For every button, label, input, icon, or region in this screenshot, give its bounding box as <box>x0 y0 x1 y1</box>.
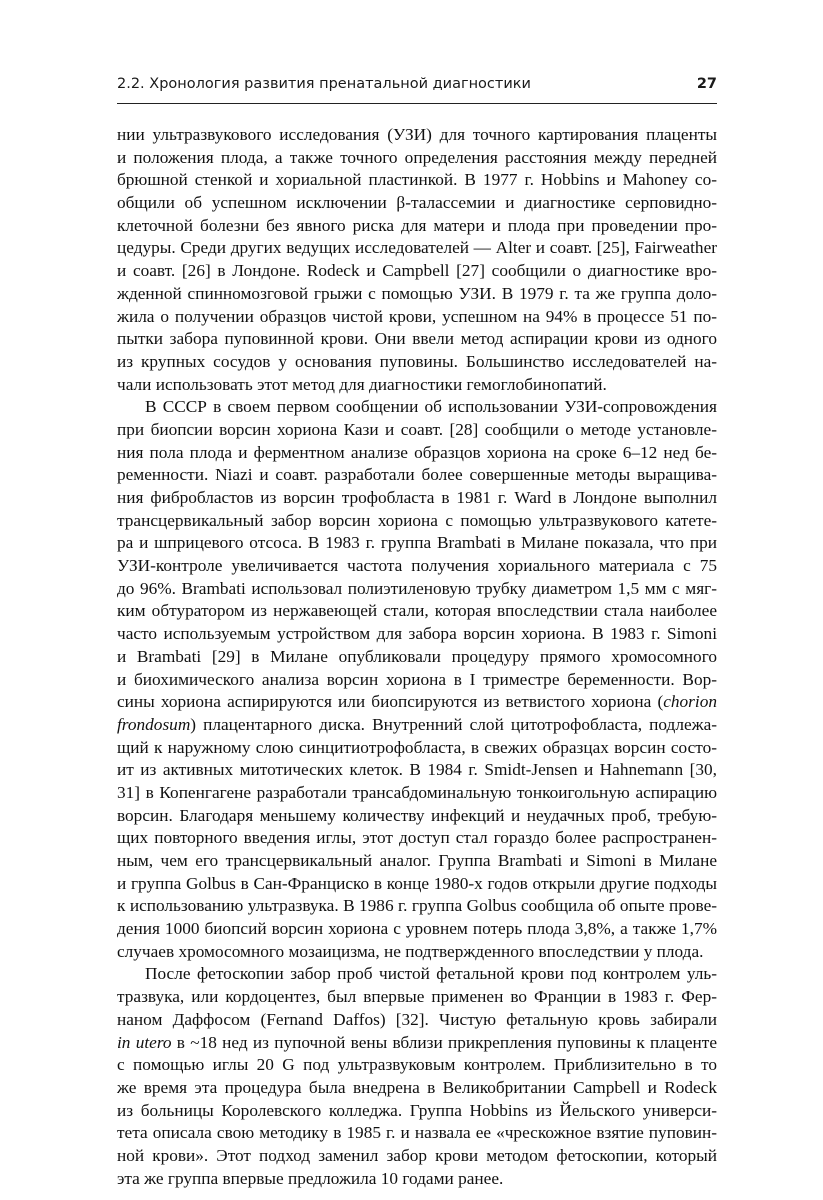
text-line <box>117 737 717 760</box>
text-line <box>117 986 717 1009</box>
text-segment: при биопсии ворсин хориона Кази и соавт. [28] сообщили о методе установле- <box>117 419 717 439</box>
text-segment: к использованию ультразвука. В 1986 г. группа Golbus сообщила об опыте прове- <box>117 896 717 916</box>
body-text <box>117 124 717 1190</box>
text-segment: 31] в Копенгагене разработали трансабдоминальную тонкоигольную аспирацию <box>117 782 717 802</box>
text-segment: клеточной болезни без явного риска для матери и плода при проведении про- <box>117 215 717 235</box>
text-segment: с помощью иглы 20 G под ультразвуковым контролем. Приблизительно в то <box>117 1055 717 1075</box>
text-line <box>117 895 717 918</box>
text-line <box>117 396 717 419</box>
paragraph <box>117 396 717 963</box>
text-line <box>117 963 717 986</box>
text-segment: дения 1000 биопсий ворсин хориона с уровнем потерь плода 3,8%, а также 1,7% <box>117 919 717 939</box>
text-line <box>117 532 717 555</box>
text-line <box>117 1100 717 1123</box>
text-segment: тета описала свою методику в 1985 г. и назвала ее «чрескожное взятие пуповин- <box>117 1123 717 1143</box>
text-segment: трансцервикальный забор ворсин хориона с помощью ультразвукового катете- <box>117 510 717 530</box>
text-segment: ременности. Niazi и соавт. разработали более совершенные методы выращива- <box>117 465 717 485</box>
text-line <box>117 1054 717 1077</box>
text-line <box>117 714 717 737</box>
text-segment: жденной спинномозговой грыжи с помощью УЗИ. В 1979 г. та же группа доло- <box>117 283 717 303</box>
text-segment: брюшной стенкой и хориальной пластинкой. В 1977 г. Hobbins и Mahoney со- <box>117 170 717 190</box>
text-segment: щий к наружному слою синцитиотрофобласта, в свежих образцах ворсин состо- <box>117 737 717 757</box>
text-line <box>117 510 717 533</box>
text-line <box>117 1168 717 1191</box>
text-segment: чали использовать этот метод для диагностики гемоглобинопатий. <box>117 374 607 394</box>
text-segment: сины хориона аспирируются или биопсируются из ветвистого хориона ( <box>117 692 664 712</box>
text-line <box>117 600 717 623</box>
text-segment: и биохимического анализа ворсин хориона в I триместре беременности. Вор- <box>117 669 717 689</box>
text-segment: случаев хромосомного мозаицизма, не подтвержденного впоследствии у плода. <box>117 941 704 961</box>
text-line <box>117 646 717 669</box>
text-segment: и Brambati [29] в Милане опубликовали процедуру прямого хромосомного <box>117 646 717 666</box>
text-segment: и положения плода, а также точного определения расстояния между передней <box>117 147 717 167</box>
text-segment: пытки забора пуповинной крови. Они ввели метод аспирации крови из одного <box>117 329 717 349</box>
text-segment: из больницы Королевского колледжа. Группа Hobbins из Йельского универси- <box>117 1100 717 1120</box>
text-line <box>117 283 717 306</box>
text-line <box>117 215 717 238</box>
text-segment: до 96%. Brambati использовал полиэтиленовую трубку диаметром 1,5 мм с мяг- <box>117 578 717 598</box>
text-segment: В СССР в своем первом сообщении об использовании УЗИ-сопровождения <box>145 397 717 417</box>
running-header <box>117 76 717 98</box>
text-line <box>117 1145 717 1168</box>
text-segment: ным, чем его трансцервикальный аналог. Группа Brambati и Simoni в Милане <box>117 851 717 870</box>
paragraph <box>117 124 717 396</box>
text-line <box>117 306 717 329</box>
text-line <box>117 1032 717 1055</box>
text-line <box>117 782 717 805</box>
text-line <box>117 759 717 782</box>
text-line <box>117 124 717 147</box>
text-line <box>117 850 717 873</box>
text-segment: общили об успешном исключении β-талассемии и диагностике серповидно- <box>117 193 717 213</box>
text-segment: в ~18 нед из пупочной вены вблизи прикрепления пуповины к плаценте <box>171 1032 717 1052</box>
italic-term: frondosum <box>117 714 191 734</box>
text-segment: ния пола плода и ферментном анализе образцов хориона на сроке 6–12 нед бе- <box>117 442 717 462</box>
header-rule <box>117 103 717 104</box>
text-line <box>117 374 717 397</box>
italic-term: chorion <box>663 692 717 712</box>
text-segment: щих повторного введения иглы, этот доступ стал гораздо более распространен- <box>117 828 717 848</box>
text-line <box>117 419 717 442</box>
text-line <box>117 147 717 170</box>
text-segment: ра и шприцевого отсоса. В 1983 г. группа Brambati в Милане показала, что при <box>117 533 717 553</box>
text-line <box>117 351 717 374</box>
text-segment: тразвука, или кордоцентез, был впервые применен во Франции в 1983 г. Фер- <box>117 987 717 1007</box>
text-line <box>117 1122 717 1145</box>
text-segment: же время эта процедура была внедрена в Великобритании Campbell и Rodeck <box>117 1077 717 1097</box>
text-segment: ния фибробластов из ворсин трофобласта в 1981 г. Ward в Лондоне выполнил <box>117 488 717 507</box>
text-segment: и соавт. [26] в Лондоне. Rodeck и Campbell [27] сообщили о диагностике вро- <box>117 261 717 281</box>
text-line <box>117 260 717 283</box>
text-segment: ит из активных митотических клеток. В 1984 г. Smidt-Jensen и Hahnemann [30, <box>117 760 717 780</box>
text-line <box>117 169 717 192</box>
text-line <box>117 873 717 896</box>
text-segment: из крупных сосудов у основания пуповины. Большинство исследователей на- <box>117 351 717 371</box>
text-line <box>117 941 717 964</box>
text-segment: ной крови». Этот подход заменил забор крови методом фетоскопии, который <box>117 1145 717 1165</box>
text-line <box>117 555 717 578</box>
text-line <box>117 669 717 692</box>
page-number: 27 <box>696 76 717 92</box>
header-title: 2.2. Хронология развития пренатальной диагностики <box>117 76 531 92</box>
text-line <box>117 805 717 828</box>
text-segment: часто используемым устройством для забора ворсин хориона. В 1983 г. Simoni <box>117 624 717 644</box>
text-segment: УЗИ-контроле увеличивается частота получения хориального материала с 75 <box>117 556 717 576</box>
text-line <box>117 464 717 487</box>
paragraph <box>117 963 717 1190</box>
text-segment: жила о получении образцов чистой крови, успешном на 94% в процессе 51 по- <box>117 306 717 326</box>
text-segment: эта же группа впервые предложила 10 годами ранее. <box>117 1168 504 1188</box>
text-line <box>117 623 717 646</box>
text-line <box>117 578 717 601</box>
text-segment: ким обтуратором из нержавеющей стали, которая впоследствии стала наиболее <box>117 601 717 621</box>
text-segment: ворсин. Благодаря меньшему количеству инфекций и неудачных проб, требую- <box>117 805 717 825</box>
text-line <box>117 487 717 510</box>
text-line <box>117 1077 717 1100</box>
text-line <box>117 691 717 714</box>
text-line <box>117 827 717 850</box>
text-segment: цедуры. Среди других ведущих исследователей — Alter и соавт. [25], Fairweather <box>117 238 717 258</box>
text-line <box>117 442 717 465</box>
text-line <box>117 328 717 351</box>
text-line <box>117 918 717 941</box>
italic-term: in utero <box>117 1032 172 1052</box>
text-line <box>117 192 717 215</box>
text-segment: наном Даффосом (Fernand Daffos) [32]. Чистую фетальную кровь забирали <box>117 1009 717 1029</box>
text-segment: После фетоскопии забор проб чистой фетальной крови под контролем уль- <box>145 964 717 984</box>
text-segment: и группа Golbus в Сан-Франциско в конце 1980-х годов открыли другие подходы <box>117 873 717 893</box>
text-line <box>117 1009 717 1032</box>
text-segment: ) плацентарного диска. Внутренний слой цитотрофобласта, подлежа- <box>190 714 717 734</box>
text-segment: нии ультразвукового исследования (УЗИ) для точного картирования плаценты <box>117 125 717 144</box>
text-line <box>117 237 717 260</box>
